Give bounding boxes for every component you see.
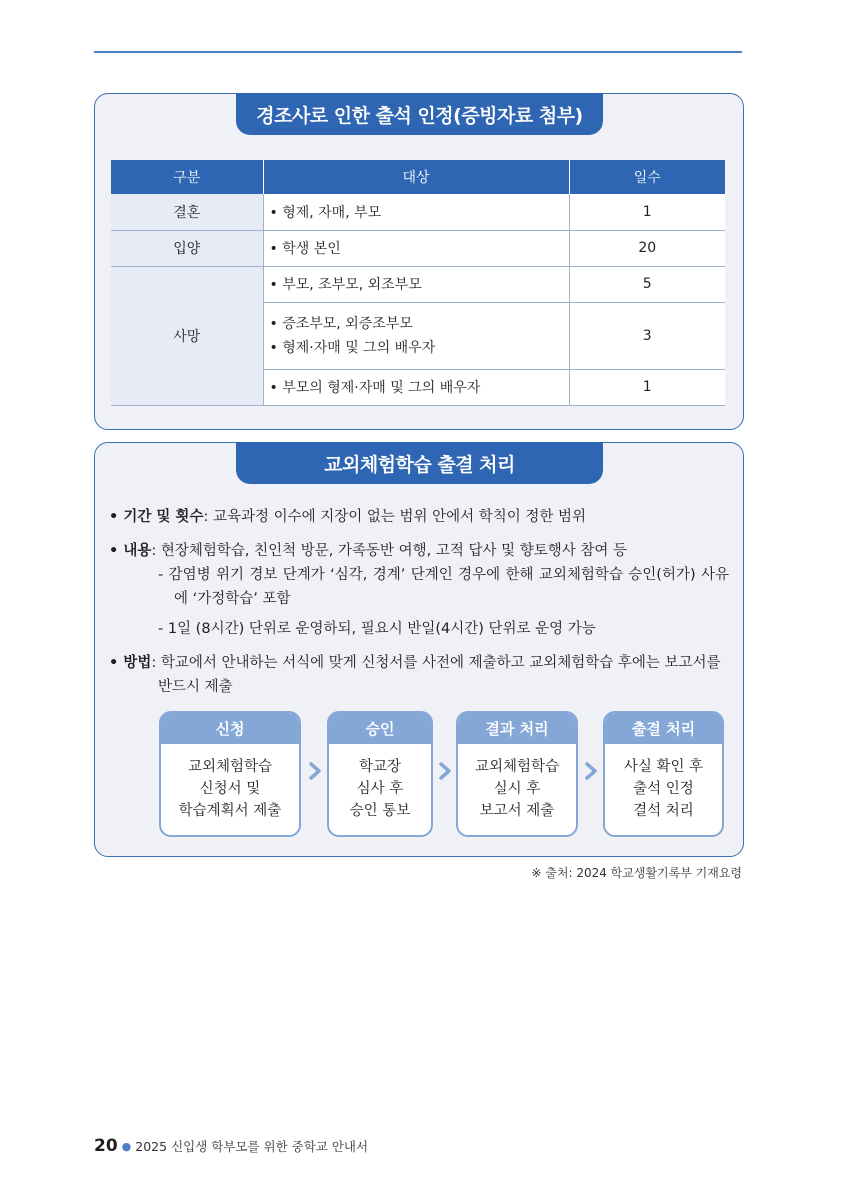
- row-target-line: • 형제·자매 및 그의 배우자: [269, 339, 436, 356]
- source-note: ※ 출처: 2024 학교생활기록부 기재요령: [531, 866, 742, 880]
- table-row: [111, 230, 725, 266]
- step-body: [161, 744, 299, 822]
- step-attendance: [603, 711, 724, 837]
- process-flow: [159, 711, 725, 837]
- row-days: 20: [569, 230, 725, 266]
- step-line: 학습계획서 제출: [178, 803, 282, 819]
- content-sub2: - 1일 (8시간) 단위로 운영하되, 필요시 반일(4시간) 단위로 운영 가능: [158, 621, 596, 637]
- method-item: [109, 651, 729, 699]
- header-days: 일수: [569, 160, 725, 194]
- header-category: 구분: [111, 160, 263, 194]
- content-key: • 내용: [109, 543, 152, 559]
- step-title: 결과 처리: [458, 713, 576, 744]
- step-result: [456, 711, 578, 837]
- step-line: 사실 확인 후: [623, 759, 704, 775]
- step-line: 교외체험학습: [187, 759, 273, 775]
- period-text: : 교육과정 이수에 지장이 없는 범위 안에서 학칙이 정한 범위: [203, 509, 586, 525]
- chevron-right-icon: [438, 761, 452, 781]
- row-target-line: • 증조부모, 외증조부모: [269, 315, 413, 332]
- row-target: • 부모, 조부모, 외조부모: [263, 266, 569, 302]
- step-title: 신청: [161, 713, 299, 744]
- method-text: : 학교에서 안내하는 서식에 맞게 신청서를 사전에 제출하고 교외체험학습 후에는 보고서를: [151, 655, 721, 671]
- row-category: 결혼: [111, 194, 263, 230]
- step-line: 신청서 및: [199, 781, 261, 797]
- row-days: 5: [569, 266, 725, 302]
- attendance-table: [111, 160, 725, 406]
- field-trip-content: [109, 505, 729, 709]
- step-line: 학교장: [358, 759, 402, 775]
- table-row: [111, 194, 725, 230]
- row-target: • 부모의 형제·자매 및 그의 배우자: [263, 369, 569, 405]
- row-days: 3: [569, 302, 725, 369]
- step-line: 결석 처리: [633, 803, 694, 819]
- step-approve: [327, 711, 433, 837]
- period-item: [109, 505, 729, 529]
- content-text: : 현장체험학습, 친인척 방문, 가족동반 여행, 고적 답사 및 향토행사 참여 등: [151, 543, 627, 559]
- row-days: 1: [569, 369, 725, 405]
- section2-title: 교외체험학습 출결 처리: [236, 442, 603, 484]
- section1-title: 경조사로 인한 출석 인정(증빙자료 첨부): [236, 93, 603, 135]
- page-number: 20: [94, 1136, 118, 1156]
- row-target: [263, 302, 569, 369]
- step-apply: [159, 711, 301, 837]
- method-key: • 방법: [109, 655, 152, 671]
- page-footer: [94, 1136, 368, 1156]
- chevron-right-icon: [308, 761, 322, 781]
- table-row: [111, 266, 725, 302]
- row-target: • 학생 본인: [263, 230, 569, 266]
- step-body: [329, 744, 431, 822]
- bullet-icon: ●: [121, 1139, 132, 1153]
- row-target: • 형제, 자매, 부모: [263, 194, 569, 230]
- row-category: 입양: [111, 230, 263, 266]
- step-line: 실시 후: [493, 781, 541, 797]
- step-line: 심사 후: [356, 781, 404, 797]
- table-header-row: [111, 160, 725, 194]
- field-trip-panel: [94, 442, 744, 857]
- step-body: [605, 744, 722, 822]
- top-rule: [94, 51, 742, 53]
- method-text2: 반드시 제출: [158, 679, 233, 695]
- step-title: 승인: [329, 713, 431, 744]
- step-line: 출석 인정: [633, 781, 694, 797]
- condolence-attendance-panel: [94, 93, 744, 430]
- footer-text: 2025 신입생 학부모를 위한 중학교 안내서: [135, 1139, 369, 1154]
- content-item: [109, 539, 729, 641]
- header-target: 대상: [263, 160, 569, 194]
- step-line: 교외체험학습: [474, 759, 560, 775]
- step-body: [458, 744, 576, 822]
- step-line: 보고서 제출: [479, 803, 555, 819]
- step-title: 출결 처리: [605, 713, 722, 744]
- row-category: 사망: [111, 266, 263, 405]
- row-days: 1: [569, 194, 725, 230]
- chevron-right-icon: [584, 761, 598, 781]
- content-subitems: [109, 563, 729, 641]
- content-sub1: - 감염병 위기 경보 단계가 ‘심각, 경계’ 단계인 경우에 한해 교외체험학습 승인(허가) 사유에 ‘가정학습’ 포함: [158, 567, 729, 607]
- step-line: 승인 통보: [349, 803, 411, 819]
- period-key: • 기간 및 횟수: [109, 509, 204, 525]
